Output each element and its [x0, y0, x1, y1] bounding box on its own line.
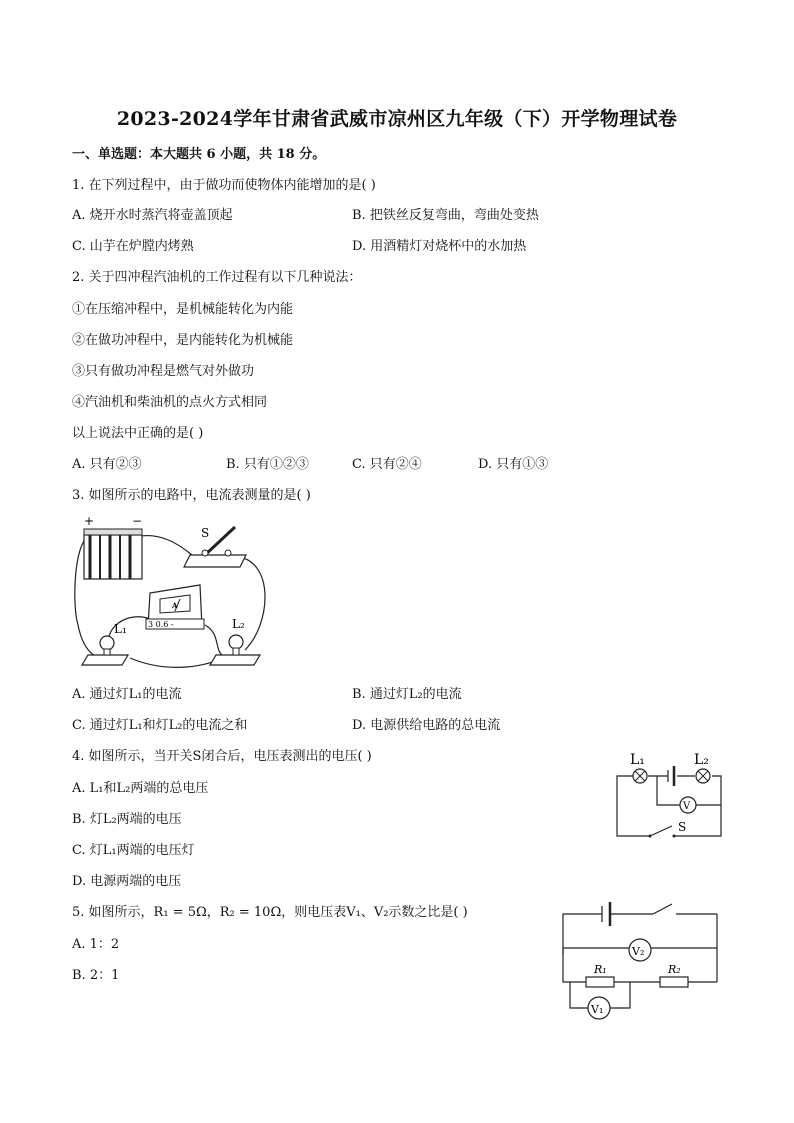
q3-option-d[interactable]: D. 电源供给电路的总电流	[352, 718, 501, 733]
q2-statement-1: ①在压缩冲程中，是机械能转化为内能	[72, 302, 294, 317]
q1-option-a[interactable]: A. 烧开水时蒸汽将壶盖顶起	[72, 208, 233, 223]
q3-option-c[interactable]: C. 通过灯L₁和灯L₂的电流之和	[72, 718, 248, 733]
switch-icon	[649, 826, 676, 838]
q3-option-b[interactable]: B. 通过灯L₂的电流	[352, 687, 462, 702]
battery-icon	[668, 766, 674, 786]
battery-plus: +	[84, 514, 95, 528]
q2-stem: 2. 关于四冲程汽油机的工作过程有以下几种说法：	[72, 270, 362, 285]
q2-option-d[interactable]: D. 只有①③	[478, 457, 549, 472]
q3-option-a[interactable]: A. 通过灯L₁的电流	[72, 687, 182, 702]
lamp-l1-icon	[633, 769, 647, 783]
q2-option-b[interactable]: B. 只有①②③	[226, 457, 309, 472]
voltmeter-label: V	[683, 801, 691, 812]
q2-option-a[interactable]: A. 只有②③	[72, 457, 142, 472]
knife-switch-icon	[184, 527, 246, 567]
lamp-l1-label: L₁	[630, 752, 645, 768]
q3-stem: 3. 如图所示的电路中，电流表测量的是( )	[72, 488, 311, 503]
q4-option-a[interactable]: A. L₁和L₂两端的总电压	[72, 781, 209, 796]
ammeter-scale: 3 0.6 -	[148, 620, 174, 629]
q4-option-c[interactable]: C. 灯L₁两端的电压灯	[72, 843, 195, 858]
battery-icon	[84, 529, 142, 579]
lamp-l2-icon	[210, 635, 260, 665]
q2-statement-2: ②在做功冲程中，是内能转化为机械能	[72, 333, 294, 348]
q4-circuit-figure	[612, 748, 727, 840]
switch-icon	[653, 904, 672, 914]
battery-minus: −	[132, 514, 143, 528]
voltmeter-v2-label: V₂	[632, 945, 645, 958]
q4-option-b[interactable]: B. 灯L₂两端的电压	[72, 812, 182, 827]
switch-label: S	[678, 820, 687, 834]
q5-circuit-figure	[558, 902, 723, 1022]
q4-stem: 4. 如图所示，当开关S闭合后，电压表测出的电压( )	[72, 749, 372, 764]
q2-statement-4: ④汽油机和柴油机的点火方式相同	[72, 395, 268, 410]
ammeter-label: A	[172, 601, 178, 610]
resistor-r1-icon	[586, 977, 614, 987]
lamp-l2-label: L₂	[694, 752, 709, 768]
section-heading: 一、单选题：本大题共 6 小题，共 18 分。	[72, 147, 326, 162]
q2-ask: 以上说法中正确的是( )	[72, 426, 204, 441]
lamp-l2-label: L₂	[232, 617, 245, 631]
resistor-r2-label: R₂	[668, 963, 681, 976]
resistor-r2-icon	[660, 977, 688, 987]
q2-statement-3: ③只有做功冲程是燃气对外做功	[72, 364, 255, 379]
q5-option-a[interactable]: A. 1：2	[72, 937, 120, 952]
battery-icon	[602, 902, 610, 926]
lamp-l1-label: L₁	[114, 622, 127, 636]
q1-stem: 1. 在下列过程中，由于做功而使物体内能增加的是( )	[72, 178, 376, 193]
voltmeter-v1-label: V₁	[591, 1003, 604, 1016]
q2-option-c[interactable]: C. 只有②④	[352, 457, 422, 472]
q3-circuit-figure	[70, 515, 270, 675]
q1-option-c[interactable]: C. 山芋在炉膛内烤熟	[72, 239, 194, 254]
page-title: 2023-2024学年甘肃省武威市凉州区九年级（下）开学物理试卷	[116, 108, 678, 130]
q1-option-d[interactable]: D. 用酒精灯对烧杯中的水加热	[352, 239, 527, 254]
q5-option-b[interactable]: B. 2：1	[72, 968, 120, 983]
q4-option-d[interactable]: D. 电源两端的电压	[72, 874, 182, 889]
lamp-l2-icon	[696, 769, 710, 783]
resistor-r1-label: R₁	[594, 963, 607, 976]
q1-option-b[interactable]: B. 把铁丝反复弯曲，弯曲处变热	[352, 208, 539, 223]
q5-stem: 5. 如图所示，R₁ = 5Ω，R₂ = 10Ω，则电压表V₁、V₂示数之比是( )	[72, 905, 468, 920]
switch-label: S	[201, 526, 210, 540]
